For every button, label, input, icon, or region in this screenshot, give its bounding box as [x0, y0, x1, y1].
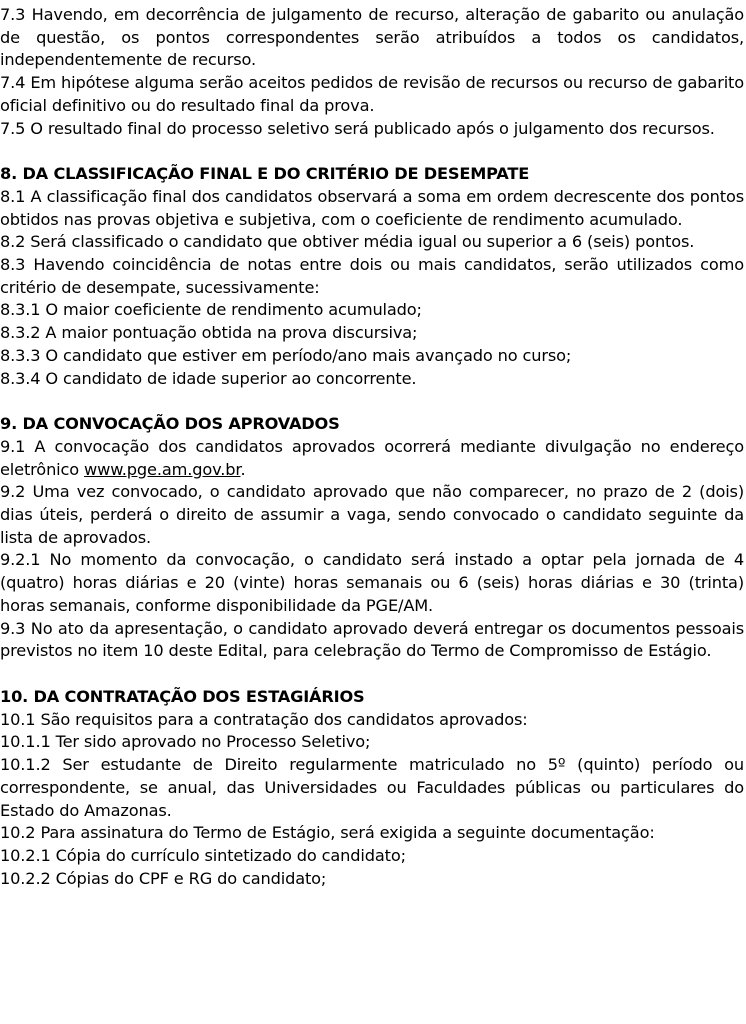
paragraph-8-3-4: 8.3.4 O candidato de idade superior ao concorrente. — [0, 368, 417, 388]
paragraph-8-1: 8.1 A classificação final dos candidatos observará a soma em ordem decrescente dos pontos obtidos nas provas objetiva e subjetiva, com o coeficiente de rendimento acumulado. — [0, 186, 744, 229]
pge-website-link[interactable]: www.pge.am.gov.br — [84, 459, 241, 479]
paragraph-9-2-1: 9.2.1 No momento da convocação, o candidato será instado a optar pela jornada de 4 (quatro) horas diárias e 20 (vinte) horas semanais ou 6 (seis) horas diárias e 30 (trinta) horas semanais, conforme disponibilidade da PGE/AM. — [0, 550, 744, 615]
paragraph-9-1-period: . — [240, 459, 246, 479]
section-spacer — [0, 663, 744, 686]
section-10-heading: 10. DA CONTRATAÇÃO DOS ESTAGIÁRIOS — [0, 686, 365, 706]
paragraph-10-2-2: 10.2.2 Cópias do CPF e RG do candidato; — [0, 868, 327, 888]
paragraph-8-2: 8.2 Será classificado o candidato que obtiver média igual ou superior a 6 (seis) pontos. — [0, 232, 695, 252]
paragraph-8-3-1: 8.3.1 O maior coeficiente de rendimento acumulado; — [0, 300, 422, 320]
paragraph-7-4: 7.4 Em hipótese alguma serão aceitos pedidos de revisão de recursos ou recurso de gabarito oficial definitivo ou do resultado final da prova. — [0, 73, 744, 115]
section-spacer — [0, 390, 744, 413]
paragraph-10-1-1: 10.1.1 Ter sido aprovado no Processo Seletivo; — [0, 732, 371, 752]
paragraph-9-1-text: 9.1 A convocação dos candidatos aprovados ocorrerá mediante divulgação no endereço eletrônico — [0, 436, 744, 479]
paragraph-10-1-2: 10.1.2 Ser estudante de Direito regularmente matriculado no 5º (quinto) período ou correspondente, se anual, das Universidades ou Faculdades públicas ou particulares do Estado do Amazonas. — [0, 755, 744, 820]
paragraph-9-2: 9.2 Uma vez convocado, o candidato aprovado que não comparecer, no prazo de 2 (dois) dias úteis, perderá o direito de assumir a vaga, sendo convocado o candidato seguinte da lista de aprovados. — [0, 482, 744, 547]
paragraph-8-3-2: 8.3.2 A maior pontuação obtida na prova discursiva; — [0, 323, 418, 343]
paragraph-10-2: 10.2 Para assinatura do Termo de Estágio, será exigida a seguinte documentação: — [0, 823, 655, 843]
paragraph-9-3: 9.3 No ato da apresentação, o candidato aprovado deverá entregar os documentos pessoais previstos no item 10 deste Edital, para celebração do Termo de Compromisso de Estágio. — [0, 618, 744, 661]
paragraph-8-3-3: 8.3.3 O candidato que estiver em período/ano mais avançado no curso; — [0, 345, 572, 365]
paragraph-10-2-1: 10.2.1 Cópia do currículo sintetizado do candidato; — [0, 845, 406, 865]
section-9-heading: 9. DA CONVOCAÇÃO DOS APROVADOS — [0, 414, 340, 434]
paragraph-7-5: 7.5 O resultado final do processo seletivo será publicado após o julgamento dos recursos. — [0, 118, 715, 138]
paragraph-7-3: 7.3 Havendo, em decorrência de julgamento de recurso, alteração de gabarito ou anulação de questão, os pontos correspondentes serão atribuídos a todos os candidatos, independentemente de recurso. — [0, 5, 744, 70]
paragraph-9-1 — [0, 436, 744, 481]
paragraph-8-3: 8.3 Havendo coincidência de notas entre dois ou mais candidatos, serão utilizados como critério de desempate, sucessivamente: — [0, 255, 744, 297]
section-8-heading: 8. DA CLASSIFICAÇÃO FINAL E DO CRITÉRIO DE DESEMPATE — [0, 164, 530, 184]
paragraph-10-1: 10.1 São requisitos para a contratação dos candidatos aprovados: — [0, 709, 528, 729]
section-spacer — [0, 140, 744, 163]
